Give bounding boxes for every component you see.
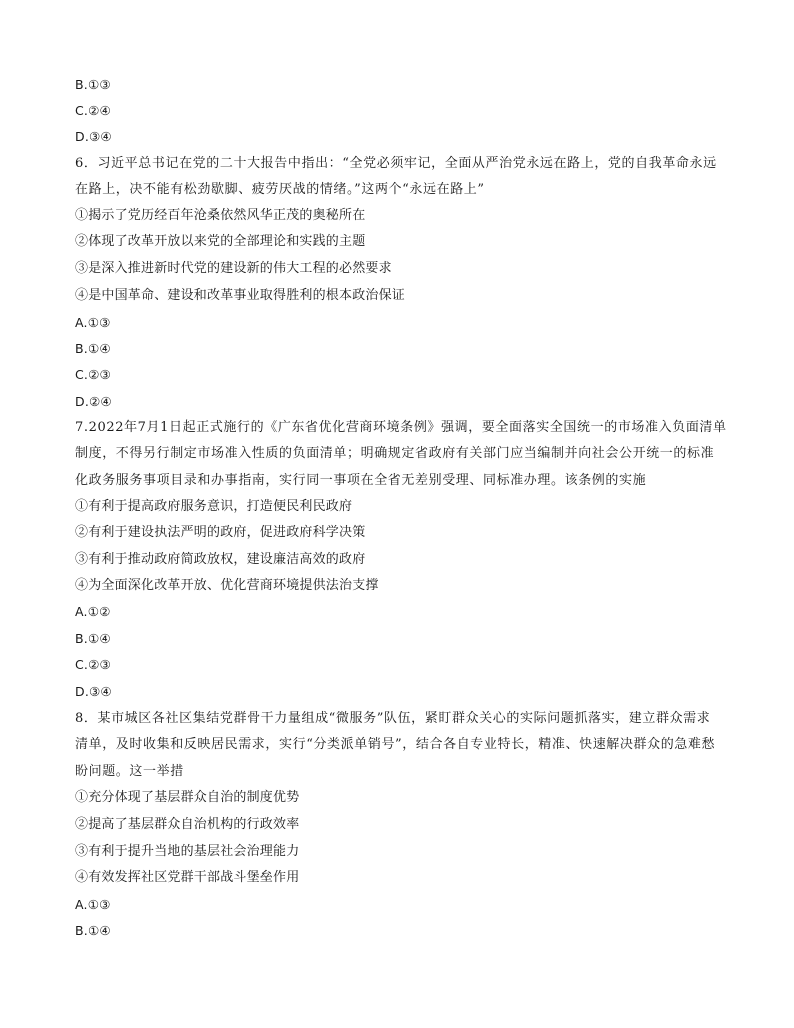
question-8-statement-4: ④有效发挥社区党群干部战斗堡垒作用	[75, 870, 300, 885]
question-8-statement-2: ②提高了基层群众自治机构的行政效率	[75, 817, 300, 832]
question-6-statement-3: ③是深入推进新时代党的建设新的伟大工程的必然要求	[75, 261, 392, 276]
question-7-stem-line-1: 7.2022年7月1日起正式施行的《广东省优化营商环境条例》强调，要全面落实全国统一的市场准入负面清单	[75, 420, 727, 435]
question-7-statement-3: ③有利于推动政府简政放权，建设廉洁高效的政府	[75, 552, 366, 567]
choice-q6-d: D.②④	[75, 394, 112, 409]
choice-q6-a: A.①③	[75, 315, 111, 330]
choice-q5-b: B.①③	[75, 77, 111, 92]
question-6-stem-line-2: 在路上，决不能有松劲歇脚、疲劳厌战的情绪。”这两个“永远在路上”	[75, 182, 485, 197]
question-8-stem-line-3: 盼问题。这一举措	[75, 764, 184, 779]
choice-q6-b: B.①④	[75, 341, 111, 356]
question-7-stem-line-2: 制度，不得另行制定市场准入性质的负面清单；明确规定省政府有关部门应当编制并向社会公开统一的标准	[75, 446, 715, 461]
choice-q7-b: B.①④	[75, 631, 111, 646]
choice-q7-c: C.②③	[75, 657, 111, 672]
question-7-statement-2: ②有利于建设执法严明的政府，促进政府科学决策	[75, 525, 366, 540]
choice-q5-c: C.②④	[75, 103, 111, 118]
question-8-stem-line-2: 清单，及时收集和反映居民需求，实行“分类派单销号”，结合各自专业特长，精准、快速解决群众的急难愁	[75, 737, 716, 752]
choice-q8-a: A.①③	[75, 897, 111, 912]
choice-q7-d: D.③④	[75, 684, 112, 699]
question-8-statement-1: ①充分体现了基层群众自治的制度优势	[75, 790, 300, 805]
question-6-statement-1: ①揭示了党历经百年沧桑依然风华正茂的奥秘所在	[75, 208, 366, 223]
question-7-stem-line-3: 化政务服务事项目录和办事指南，实行同一事项在全省无差别受理、同标准办理。该条例的实施	[75, 473, 647, 488]
choice-q5-d: D.③④	[75, 129, 112, 144]
question-6-statement-2: ②体现了改革开放以来党的全部理论和实践的主题	[75, 234, 366, 249]
question-6-stem-line-1: 6．习近平总书记在党的二十大报告中指出：“全党必须牢记，全面从严治党永远在路上，党的自我革命永远	[75, 156, 717, 171]
choice-q8-b: B.①④	[75, 923, 111, 938]
choice-q7-a: A.①②	[75, 604, 111, 619]
question-6-statement-4: ④是中国革命、建设和改革事业取得胜利的根本政治保证	[75, 288, 406, 303]
question-7-statement-1: ①有利于提高政府服务意识，打造便民利民政府	[75, 499, 353, 514]
question-8-statement-3: ③有利于提升当地的基层社会治理能力	[75, 844, 300, 859]
choice-q6-c: C.②③	[75, 367, 111, 382]
question-8-stem-line-1: 8．某市城区各社区集结党群骨干力量组成“微服务”队伍，紧盯群众关心的实际问题抓落实，建立群众需求	[75, 711, 711, 726]
question-7-statement-4: ④为全面深化改革开放、优化营商环境提供法治支撑	[75, 578, 379, 593]
